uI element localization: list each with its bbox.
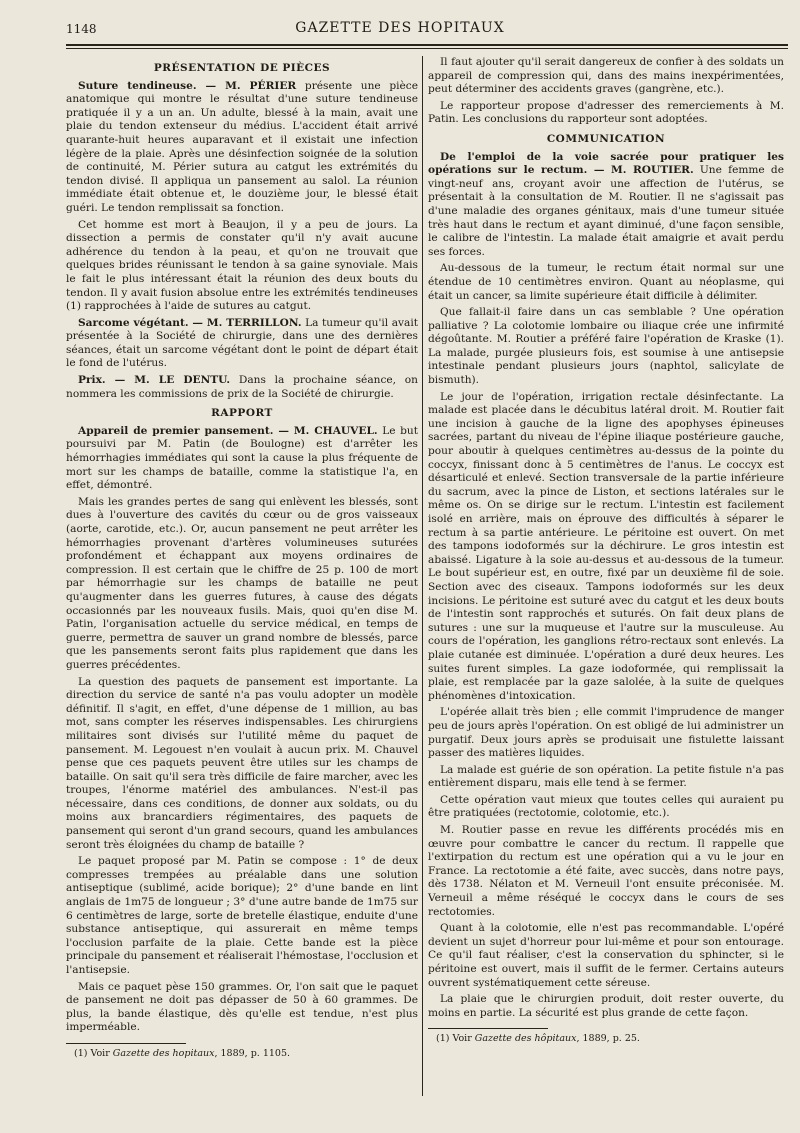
paragraph: La plaie que le chirurgien produit, doit rester ouverte, du moins en partie. La sécurité est plus grande de cette façon. (428, 993, 784, 1019)
footnote-rule (66, 1043, 186, 1044)
article-lead: Prix. — M. LE DENTU. (78, 374, 231, 387)
paragraph: M. Routier passe en revue les différents procédés mis en œuvre pour combattre le cancer du rectum. Il rappelle que l'extirpation du rectum est une opération qui a vu le jour en France. La rectotomie a été faite, avec succès, dans notre pays, dès 1738. Nélaton et M. Verneuil l'ont ensuite préconisée. M. Verneuil a même réséqué le coccyx dans le cours de ses rectotomies. (428, 824, 784, 918)
article-lead: Suture tendineuse. — M. PÉRIER (78, 79, 297, 92)
paragraph: Au-dessous de la tumeur, le rectum était normal sur une étendue de 10 centimètres environ. Quant au néoplasme, qui était un cancer, sa limite supérieure était difficile à délimiter. (428, 262, 784, 302)
footnote-marker: (1) Voir (436, 1033, 475, 1045)
article-body: présente une pièce anatomique qui montre le résultat d'une suture tendineuse pratiquée il y a un an. Un adulte, blessé à la main, avait une plaie du tendon extenseur du médius. L'accident était arrivé quarante-huit heures auparavant et il existait une infection légère de la plaie. Après une désinfection soignée de la solution de continuité, M. Périer sutura au catgut les extrémités du tendon divisé. Il appliqua un pansement au salol. La réunion immédiate était obtenue et, le douzième jour, le blessé était guéri. Le tendon remplissait sa fonction. (66, 79, 418, 214)
header-rule-thin (66, 48, 788, 49)
paragraph: L'opérée allait très bien ; elle commit l'imprudence de manger peu de jours après l'opération. On est obligé de lui administrer un purgatif. Deux jours après se produisait une fistulette laissant passer des matières liquides. (428, 706, 784, 760)
article-voie-sacree (428, 151, 784, 260)
article-body: La tumeur qu'il avait présentée à la Société de chirurgie, dans une des dernières séances, était un sarcome végétant dont le point de départ était le fond de l'utérus. (66, 316, 418, 370)
paragraph: Cet homme est mort à Beaujon, il y a peu de jours. La dissection a permis de constater qu'il n'y avait aucune adhérence du tendon à la peau, et qu'on ne trouvait que quelques brides réunissant le tendon à sa gaine synoviale. Mais le fait le plus intéressant était la réunion des deux bouts du tendon. Il y avait fusion absolue entre les extrémités tendineuses (1) rapprochées à l'aide de sutures au catgut. (66, 218, 418, 313)
paragraph: Que fallait-il faire dans un cas semblable ? Une opération palliative ? La colotomie lombaire ou iliaque crée une infirmité dégoûtante. M. Routier a préféré faire l'opération de Kraske (1). La malade, purgée plusieurs fois, est soumise à une antisepsie intestinale pendant plusieurs jours (naphtol, salicylate de bismuth). (428, 306, 784, 387)
paragraph: Il faut ajouter qu'il serait dangereux de confier à des soldats un appareil de compression qui, dans des mains inexpérimentées, peut déterminer des accidents graves (gangrène, etc.). (428, 56, 784, 96)
section-heading-rapport: RAPPORT (211, 407, 273, 420)
article-appareil (66, 425, 418, 493)
footnote-ref: , 1889, p. 25. (576, 1033, 640, 1045)
footnote-marker: (1) Voir (74, 1047, 113, 1059)
article-lead: Appareil de premier pansement. — M. CHAUVEL. (78, 424, 378, 437)
paragraph: Quant à la colotomie, elle n'est pas recommandable. L'opéré devient un sujet d'horreur pour lui-même et pour son entourage. Ce qu'il faut réaliser, c'est la conservation du sphincter, si le péritoine est ouvert, mais il suffit de le fermer. Certains auteurs ouvrent systématiquement cette séreuse. (428, 922, 784, 989)
article-body: Dans la prochaine séance, on nommera les commissions de prix de la Société de chirurgie. (66, 374, 418, 400)
left-column (66, 56, 418, 1064)
article-sarcome (66, 317, 418, 371)
footnote (428, 1032, 784, 1046)
paragraph: Le paquet proposé par M. Patin se compose : 1° de deux compresses trempées au préalable dans une solution antiseptique (sublimé, acide borique); 2° d'une bande en lint anglais de 1m75 de longueur ; 3° d'une autre bande de 1m75 sur 6 centimètres de large, sorte de bretelle élastique, enduite d'une substance antiseptique, qui assurerait en même temps l'occlusion parfaite de la plaie. Cette bande est la pièce principale du pansement et réaliserait l'hémostase, l'occlusion et l'antisepsie. (66, 855, 418, 976)
paragraph: Cette opération vaut mieux que toutes celles qui auraient pu être pratiquées (rectotomie, colotomie, etc.). (428, 793, 784, 820)
footnote-ref: , 1889, p. 1105. (214, 1047, 291, 1059)
header-rule-thick (66, 44, 788, 46)
article-lead: De l'emploi de la voie sacrée pour pratiquer les opérations sur le rectum. — M. ROUTIER. (428, 150, 784, 177)
footnote-title: Gazette des hopitaux (112, 1047, 215, 1059)
section-heading-presentation: PRÉSENTATION DE PIÈCES (153, 62, 331, 74)
footnote-title: Gazette des hôpitaux (474, 1033, 577, 1045)
column-divider (422, 56, 423, 1096)
right-column (428, 56, 784, 1049)
paragraph: La question des paquets de pansement est importante. La direction du service de santé n'a pas voulu adopter un modèle définitif. Il s'agit, en effet, d'une dépense de 1 million, au bas mot, sans compter les réserves indispensables. Les chirurgiens militaires sont divisés sur l'utilité même du paquet de pansement. M. Legouest n'en voulait à aucun prix. M. Chauvel pense que ces paquets peuvent être utiles sur les champs de bataille. On sait qu'il sera très difficile de faire marcher, avec les troupes, l'énorme matériel des ambulances. N'est-il pas nécessaire, dans ces conditions, de donner aux soldats, ou du moins aux brancardiers régimentaires, des paquets de pansement qui seront d'un grand secours, quand les ambulances seront très éloignées du champ de bataille ? (66, 675, 418, 851)
paragraph: Mais ce paquet pèse 150 grammes. Or, l'on sait que le paquet de pansement ne doit pas dépasser de 50 à 60 grammes. De plus, la bande élastique, dès qu'elle est tendue, n'est plus imperméable. (66, 980, 418, 1034)
section-heading-communication: COMMUNICATION (546, 132, 666, 145)
article-suture (66, 80, 418, 216)
footnote-rule (428, 1028, 548, 1029)
article-prix (66, 374, 418, 401)
article-body: Le but poursuivi par M. Patin (de Boulogne) est d'arrêter les hémorrhagies immédiates qui sont la cause la plus fréquente de mort sur les champs de bataille, comme la statistique l'a, en effet, démontré. (66, 424, 418, 492)
paragraph: Le jour de l'opération, irrigation rectale désinfectante. La malade est placée dans le décubitus latéral droit. M. Routier fait une incision à gauche de la ligne des apophyses épineuses sacrées, partant du niveau de l'épine iliaque postérieure gauche, pour aboutir à quelques centimètres au-dessus de la pointe du coccyx, finissant donc à 5 centimètres de l'anus. Le coccyx est désarticulé et enlevé. Section transversale de la partie inférieure du sacrum, avec la pince de Liston, et sections latérales sur le même os. On se dirige sur le rectum. L'intestin est facilement isolé en arrière, mais on éprouve des difficultés à séparer le rectum à sa partie antérieure. Le péritoine est ouvert. On met des tampons iodoformés sur la déchirure. Le gros intestin est abaissé. Ligature à la soie au-dessus et au-dessous de la tumeur. Le bout supérieur est, en outre, fixé par un deuxième fil de soie. Section avec des ciseaux. Tampons iodoformés sur les deux incisions. Le péritoine est suturé avec du catgut et les deux bouts de l'intestin sont rapprochés et suturés. On fait deux plans de sutures : une sur la muqueuse et l'autre sur la musculeuse. Au cours de l'opération, les ganglions rétro-rectaux sont enlevés. La plaie cutanée est diminuée. L'opération a duré deux heures. Les suites furent simples. La gaze iodoformée, qui remplissait la plaie, est remplacée par la gaze salolée, à la suite de quelques phénomènes d'intoxication. (428, 390, 784, 702)
paragraph: La malade est guérie de son opération. La petite fistule n'a pas entièrement disparu, mais elle tend à se fermer. (428, 763, 784, 790)
paragraph: Mais les grandes pertes de sang qui enlèvent les blessés, sont dues à l'ouverture des cavités du cœur ou de gros vaisseaux (aorte, carotide, etc.). Or, aucun pansement ne peut arrêter les hémorrhagies provenant d'artères volumineuses suturées profondément et échappant aux moyens ordinaires de compression. Il est certain que le chiffre de 25 p. 100 de mort par hémorrhagie sur les champs de bataille ne peut qu'augmenter dans les guerres futures, à cause des dégats occasionnés par les nouveaux fusils. Mais, quoi qu'en dise M. Patin, l'organisation actuelle du service médical, en temps de guerre, permettra de sauver un grand nombre de blessés, parce que les pansements seront faits plus rapidement que dans les guerres précédentes. (66, 495, 418, 671)
running-title: GAZETTE DES HOPITAUX (295, 20, 505, 36)
paragraph: Le rapporteur propose d'adresser des remerciements à M. Patin. Les conclusions du rapporteur sont adoptées. (428, 99, 784, 126)
page-number: 1148 (66, 22, 97, 36)
article-lead: Sarcome végétant. — M. TERRILLON. (78, 316, 302, 329)
article-body: Une femme de vingt-neuf ans, croyant avoir une affection de l'utérus, se présentait à la consultation de M. Routier. Il ne s'agissait pas d'une maladie des organes génitaux, mais d'une tumeur située très haut dans le rectum et ayant diminué, d'une façon sensible, le calibre de l'intestin. La malade était amaigrie et avait perdu ses forces. (428, 164, 784, 258)
footnote (66, 1047, 418, 1061)
